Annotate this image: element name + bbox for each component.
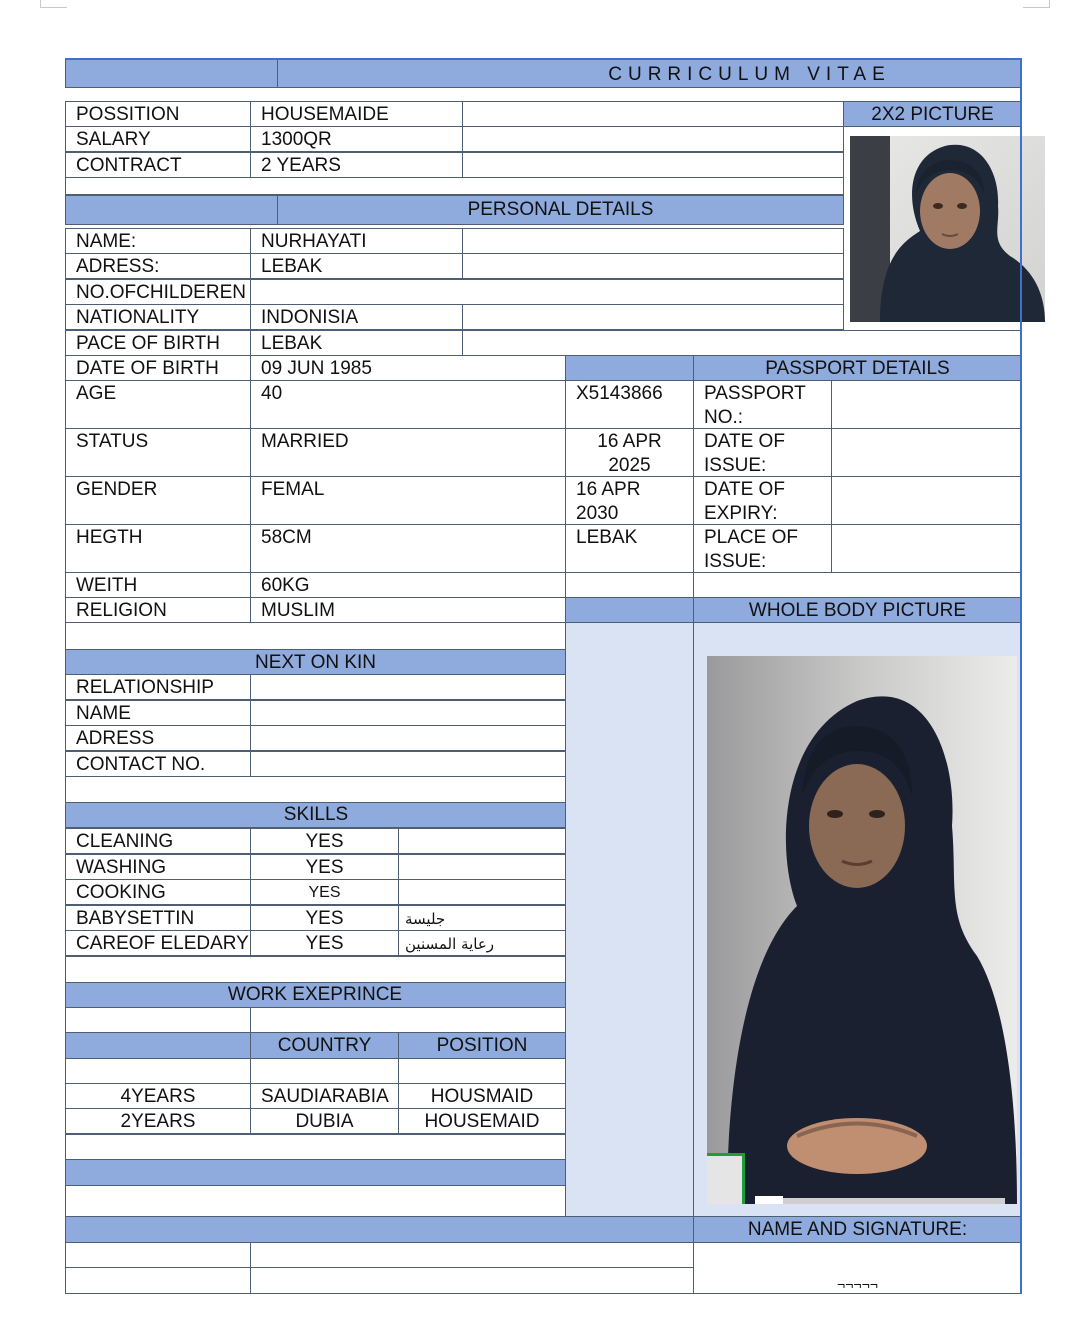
- personal-label: STATUS: [65, 428, 251, 477]
- passport-label: PASSPORT NO.:: [693, 380, 832, 429]
- skill-label: CLEANING: [65, 828, 251, 854]
- personal-value: 60KG: [250, 572, 566, 598]
- kin-value: [250, 751, 566, 777]
- personal-details-header: PERSONAL DETAILS: [277, 195, 844, 225]
- kin-value: [250, 700, 566, 726]
- whole-body-header: WHOLE BODY PICTURE: [693, 597, 1022, 623]
- empty-cell: [250, 1242, 694, 1268]
- work-position: HOUSMAID: [398, 1083, 566, 1109]
- signature-header-spacer: [65, 1216, 694, 1243]
- kin-label: RELATIONSHIP: [65, 674, 251, 700]
- portrait-photo: [850, 136, 1045, 322]
- empty-cell: [65, 1242, 251, 1268]
- cv-sheet: [65, 58, 1022, 1294]
- portrait-image: [850, 136, 1045, 322]
- personal-label: NO.OFCHILDEREN: [65, 279, 251, 305]
- work-country: SAUDIARABIA: [250, 1083, 399, 1109]
- personal-value: [250, 279, 844, 305]
- sheet-right-edge: [1020, 58, 1022, 1294]
- personal-value: LEBAK: [250, 330, 463, 356]
- work-col-country: COUNTRY: [250, 1032, 399, 1059]
- title-spacer: [65, 58, 278, 88]
- work-country: DUBIA: [250, 1108, 399, 1134]
- header-spacer: [65, 195, 278, 225]
- sheet-top-edge: [65, 58, 1022, 60]
- personal-label: GENDER: [65, 476, 251, 525]
- passport-details-header: PASSPORT DETAILS: [693, 355, 1022, 381]
- personal-value: LEBAK: [250, 253, 463, 279]
- personal-label: ADRESS:: [65, 253, 251, 279]
- job-label: POSSITION: [65, 101, 251, 127]
- skill-value: YES: [250, 930, 399, 956]
- personal-label: DATE OF BIRTH: [65, 355, 251, 381]
- kin-value: [250, 674, 566, 700]
- page-corner-mark: [1023, 0, 1050, 8]
- personal-label: NATIONALITY: [65, 304, 251, 330]
- empty-row: [65, 622, 566, 650]
- signature-label: NAME AND SIGNATURE:: [693, 1216, 1022, 1243]
- empty-cell: [462, 101, 844, 127]
- passport-value: X5143866: [565, 380, 694, 429]
- passport-label: DATE OF EXPIRY:: [693, 476, 832, 525]
- passport-value: LEBAK: [565, 524, 694, 573]
- empty-cell: [693, 572, 1022, 598]
- signature-mark: ¬¬¬¬¬: [693, 1242, 1022, 1294]
- empty-row: [65, 1185, 566, 1217]
- job-value: 1300QR: [250, 126, 463, 152]
- empty-cell: [398, 1058, 566, 1084]
- passport-label: PLACE OF ISSUE:: [693, 524, 832, 573]
- personal-value: MARRIED: [250, 428, 566, 477]
- work-col-spacer: [65, 1032, 251, 1059]
- empty-row: [65, 956, 566, 983]
- empty-cell: [65, 1267, 251, 1294]
- empty-cell: [831, 524, 1022, 573]
- skill-value: YES: [250, 854, 399, 880]
- skills-title: SKILLS: [283, 804, 349, 825]
- personal-label: WEITH: [65, 572, 251, 598]
- personal-value: 58CM: [250, 524, 566, 573]
- empty-cell: [831, 428, 1022, 477]
- skill-value: YES: [250, 879, 399, 905]
- passport-value: 16 APR 2025: [565, 428, 694, 477]
- kin-label: NAME: [65, 700, 251, 726]
- skill-note: رعاية المسنين: [398, 930, 566, 956]
- personal-value: INDONISIA: [250, 304, 463, 330]
- skill-note: جليسة: [398, 905, 566, 931]
- job-label: CONTRACT: [65, 152, 251, 178]
- whole-body-header-spacer: [565, 597, 694, 623]
- light-column: [565, 622, 694, 1217]
- personal-value: 40: [250, 380, 566, 429]
- kin-label: CONTACT NO.: [65, 751, 251, 777]
- personal-value: MUSLIM: [250, 597, 566, 623]
- skill-note: [398, 879, 566, 905]
- skill-label: CAREOF ELEDARY: [65, 930, 251, 956]
- passport-header-spacer: [565, 355, 694, 381]
- personal-value: FEMAL: [250, 476, 566, 525]
- empty-cell: [462, 126, 844, 152]
- empty-cell: [462, 253, 844, 279]
- skill-value: YES: [250, 828, 399, 854]
- skill-label: WASHING: [65, 854, 251, 880]
- empty-row: [65, 1134, 566, 1160]
- next-of-kin-title: NEXT ON KIN: [254, 652, 377, 673]
- empty-row: [65, 776, 566, 803]
- whole-body-image: [707, 656, 1017, 1204]
- empty-cell: [462, 228, 844, 254]
- empty-cell: [565, 572, 694, 598]
- work-years: 4YEARS: [65, 1083, 251, 1109]
- work-col-position: POSITION: [398, 1032, 566, 1059]
- cv-title: CURRICULUM VITAE: [277, 58, 1022, 88]
- next-of-kin-header: [65, 649, 566, 675]
- empty-cell: [462, 304, 844, 330]
- work-title: WORK EXEPRINCE: [227, 984, 403, 1005]
- empty-row: [65, 177, 844, 195]
- empty-cell: [250, 1267, 694, 1294]
- skill-value: YES: [250, 905, 399, 931]
- personal-label: RELIGION: [65, 597, 251, 623]
- empty-cell: [65, 1007, 251, 1033]
- personal-label: HEGTH: [65, 524, 251, 573]
- empty-cell: [250, 1007, 566, 1033]
- personal-value: NURHAYATI: [250, 228, 463, 254]
- work-years: 2YEARS: [65, 1108, 251, 1134]
- empty-cell: [65, 1058, 251, 1084]
- skill-label: BABYSETTIN: [65, 905, 251, 931]
- page-corner-mark: [40, 0, 67, 8]
- personal-label: AGE: [65, 380, 251, 429]
- job-label: SALARY: [65, 126, 251, 152]
- empty-cell: [250, 1058, 399, 1084]
- job-value: 2 YEARS: [250, 152, 463, 178]
- kin-label: ADRESS: [65, 725, 251, 751]
- personal-label: PACE OF BIRTH: [65, 330, 251, 356]
- kin-value: [250, 725, 566, 751]
- work-position: HOUSEMAID: [398, 1108, 566, 1134]
- empty-cell: [831, 476, 1022, 525]
- passport-value: 16 APR 2030: [565, 476, 694, 525]
- skill-label: COOKING: [65, 879, 251, 905]
- empty-cell: [831, 380, 1022, 429]
- empty-cell: [462, 152, 844, 178]
- skill-note: [398, 854, 566, 880]
- blank-header-row: [65, 1159, 566, 1186]
- personal-label: NAME:: [65, 228, 251, 254]
- job-value: HOUSEMAIDE: [250, 101, 463, 127]
- personal-value: 09 JUN 1985: [250, 355, 566, 381]
- empty-cell: [462, 330, 1022, 356]
- photo-header: 2X2 PICTURE: [843, 101, 1022, 127]
- passport-label: DATE OF ISSUE:: [693, 428, 832, 477]
- skill-note: [398, 828, 566, 854]
- whole-body-photo: [707, 656, 1017, 1204]
